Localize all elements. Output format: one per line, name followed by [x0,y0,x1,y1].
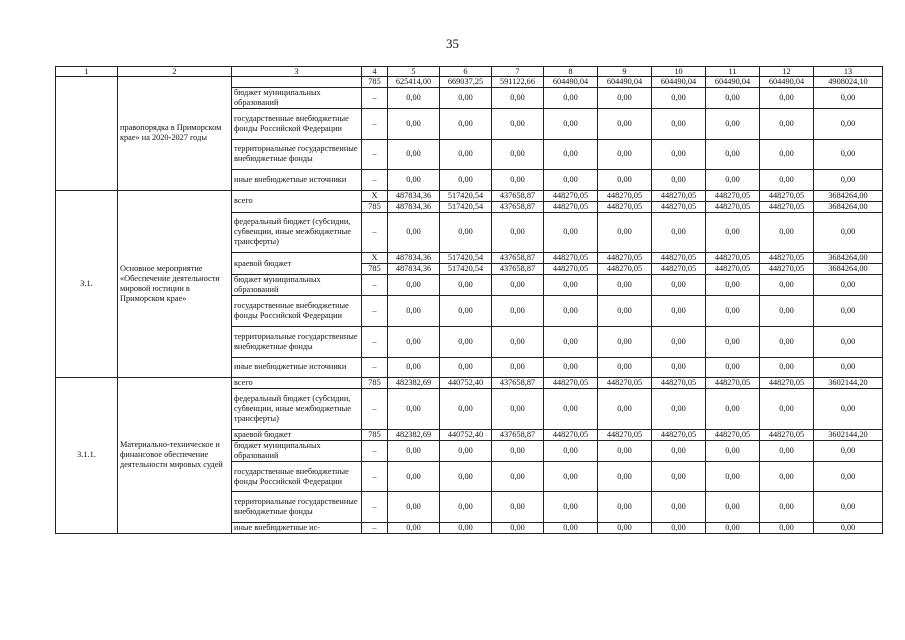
year-value-cell: 0,00 [706,170,760,190]
funding-source: бюджет муниципальных образований [232,440,362,461]
total-cell: 0,00 [814,357,883,377]
funding-source: территориальные государственные внебюджетные фонды [232,492,362,523]
year-value-cell: 0,00 [760,296,814,327]
year-value-cell: 0,00 [706,440,760,461]
budget-code-cell: 785 [362,377,388,388]
program-name: Материально-техническое и финансовое обеспечение деятельности мировых судей [118,377,232,533]
year-value-cell: 0,00 [544,170,598,190]
column-number: 13 [814,67,883,77]
column-number: 9 [598,67,652,77]
year-value-cell: 0,00 [492,212,544,253]
year-value-cell: 669037,25 [440,77,492,88]
year-value-cell: 0,00 [388,388,440,429]
year-value-cell: 0,00 [706,109,760,140]
year-value-cell: 448270,05 [760,429,814,440]
year-value-cell: 0,00 [598,388,652,429]
year-value-cell: 437658,87 [492,429,544,440]
year-value-cell: 0,00 [598,275,652,296]
year-value-cell: 0,00 [760,88,814,109]
year-value-cell: 448270,05 [598,377,652,388]
year-value-cell: 0,00 [760,461,814,492]
funding-source: краевой бюджет [232,253,362,275]
total-cell: 0,00 [814,88,883,109]
year-value-cell: 0,00 [388,109,440,140]
year-value-cell: 0,00 [652,440,706,461]
column-number: 5 [388,67,440,77]
column-number: 12 [760,67,814,77]
year-value-cell: 448270,05 [706,190,760,201]
year-value-cell: 0,00 [598,461,652,492]
year-value-cell: 0,00 [760,275,814,296]
funding-source: государственные внебюджетные фонды Российской Федерации [232,461,362,492]
budget-code-cell: – [362,275,388,296]
year-value-cell: 448270,05 [544,264,598,275]
year-value-cell: 0,00 [492,461,544,492]
column-number-row [56,67,883,77]
total-cell: 0,00 [814,388,883,429]
year-value-cell: 448270,05 [598,429,652,440]
year-value-cell: 487834,36 [388,264,440,275]
year-value-cell: 448270,05 [652,377,706,388]
year-value-cell: 0,00 [440,461,492,492]
total-cell: 3684264,00 [814,190,883,201]
year-value-cell: 437658,87 [492,377,544,388]
year-value-cell: 0,00 [760,139,814,170]
year-value-cell: 448270,05 [706,201,760,212]
table-row [56,77,883,88]
column-number: 3 [232,67,362,77]
year-value-cell: 0,00 [544,88,598,109]
year-value-cell: 0,00 [652,109,706,140]
row-number: 3.1. [56,190,118,377]
year-value-cell: 0,00 [544,212,598,253]
year-value-cell: 437658,87 [492,201,544,212]
year-value-cell: 0,00 [388,492,440,523]
table-body [56,77,883,534]
year-value-cell: 0,00 [440,440,492,461]
year-value-cell: 487834,36 [388,201,440,212]
year-value-cell: 0,00 [598,139,652,170]
year-value-cell: 0,00 [652,492,706,523]
year-value-cell: 448270,05 [544,429,598,440]
year-value-cell: 0,00 [492,326,544,357]
year-value-cell: 0,00 [598,357,652,377]
budget-code-cell: – [362,461,388,492]
year-value-cell: 0,00 [652,88,706,109]
total-cell: 0,00 [814,522,883,533]
funding-source [232,77,362,88]
year-value-cell: 0,00 [388,522,440,533]
year-value-cell: 0,00 [706,461,760,492]
year-value-cell: 0,00 [760,212,814,253]
year-value-cell: 604490,04 [706,77,760,88]
year-value-cell: 0,00 [388,275,440,296]
year-value-cell: 0,00 [652,357,706,377]
year-value-cell: 0,00 [544,275,598,296]
year-value-cell: 0,00 [598,492,652,523]
year-value-cell: 437658,87 [492,190,544,201]
total-cell: 3684264,00 [814,201,883,212]
total-cell: 0,00 [814,212,883,253]
budget-code-cell: – [362,440,388,461]
budget-code-cell: – [362,139,388,170]
year-value-cell: 0,00 [440,388,492,429]
year-value-cell: 482382,69 [388,377,440,388]
year-value-cell: 0,00 [440,326,492,357]
year-value-cell: 0,00 [492,275,544,296]
year-value-cell: 0,00 [598,170,652,190]
year-value-cell: 0,00 [760,326,814,357]
year-value-cell: 0,00 [388,326,440,357]
page-number: 35 [446,36,459,51]
total-cell: 0,00 [814,461,883,492]
year-value-cell: 448270,05 [652,253,706,264]
column-number: 6 [440,67,492,77]
year-value-cell: 448270,05 [544,253,598,264]
year-value-cell: 0,00 [440,109,492,140]
total-cell: 0,00 [814,109,883,140]
funding-source: бюджет муниципальных образований [232,88,362,109]
year-value-cell: 0,00 [652,139,706,170]
year-value-cell: 0,00 [544,326,598,357]
year-value-cell: 440752,40 [440,377,492,388]
year-value-cell: 0,00 [598,296,652,327]
year-value-cell: 0,00 [652,275,706,296]
budget-code-cell: – [362,357,388,377]
year-value-cell: 517420,54 [440,201,492,212]
year-value-cell: 0,00 [388,296,440,327]
budget-code-cell: 785 [362,77,388,88]
year-value-cell: 0,00 [598,522,652,533]
year-value-cell: 604490,04 [598,77,652,88]
year-value-cell: 448270,05 [706,377,760,388]
year-value-cell: 0,00 [544,357,598,377]
year-value-cell: 440752,40 [440,429,492,440]
year-value-cell: 0,00 [492,492,544,523]
budget-code-cell: – [362,296,388,327]
year-value-cell: 448270,05 [652,429,706,440]
year-value-cell: 0,00 [706,522,760,533]
total-cell: 0,00 [814,440,883,461]
year-value-cell: 448270,05 [652,201,706,212]
year-value-cell: 0,00 [388,357,440,377]
year-value-cell: 0,00 [652,388,706,429]
year-value-cell: 448270,05 [598,253,652,264]
year-value-cell: 604490,04 [760,77,814,88]
year-value-cell: 0,00 [440,357,492,377]
year-value-cell: 0,00 [440,212,492,253]
year-value-cell: 0,00 [760,440,814,461]
year-value-cell: 0,00 [652,326,706,357]
year-value-cell: 0,00 [706,88,760,109]
year-value-cell: 0,00 [706,139,760,170]
year-value-cell: 0,00 [388,212,440,253]
year-value-cell: 487834,36 [388,190,440,201]
total-cell: 0,00 [814,275,883,296]
year-value-cell: 0,00 [544,522,598,533]
year-value-cell: 0,00 [760,357,814,377]
year-value-cell: 448270,05 [598,264,652,275]
funding-source: иные внебюджетные ис- [232,522,362,533]
year-value-cell: 0,00 [544,296,598,327]
year-value-cell: 0,00 [706,492,760,523]
year-value-cell: 0,00 [388,170,440,190]
year-value-cell: 0,00 [492,88,544,109]
year-value-cell: 0,00 [388,461,440,492]
year-value-cell: 0,00 [544,461,598,492]
funding-source: краевой бюджет [232,429,362,440]
total-cell: 4908024,10 [814,77,883,88]
year-value-cell: 0,00 [652,461,706,492]
funding-source: иные внебюджетные источники [232,357,362,377]
year-value-cell: 604490,04 [544,77,598,88]
year-value-cell: 0,00 [492,296,544,327]
year-value-cell: 448270,05 [544,377,598,388]
year-value-cell: 0,00 [440,296,492,327]
total-cell: 3684264,00 [814,264,883,275]
year-value-cell: 0,00 [492,109,544,140]
year-value-cell: 0,00 [440,88,492,109]
year-value-cell: 517420,54 [440,190,492,201]
total-cell: 3684264,00 [814,253,883,264]
year-value-cell: 448270,05 [652,264,706,275]
total-cell: 0,00 [814,170,883,190]
year-value-cell: 0,00 [544,109,598,140]
year-value-cell: 448270,05 [760,190,814,201]
year-value-cell: 437658,87 [492,264,544,275]
budget-code-cell: – [362,388,388,429]
budget-code-cell: – [362,109,388,140]
year-value-cell: 0,00 [440,492,492,523]
row-number [56,77,118,191]
table-row [56,190,883,201]
column-number: 1 [56,67,118,77]
year-value-cell: 448270,05 [760,377,814,388]
year-value-cell: 0,00 [388,139,440,170]
year-value-cell: 448270,05 [598,201,652,212]
budget-code-cell: – [362,492,388,523]
year-value-cell: 0,00 [706,296,760,327]
year-value-cell: 448270,05 [652,190,706,201]
column-number: 11 [706,67,760,77]
year-value-cell: 0,00 [388,88,440,109]
year-value-cell: 0,00 [706,388,760,429]
year-value-cell: 448270,05 [598,190,652,201]
year-value-cell: 0,00 [706,275,760,296]
budget-table [55,66,883,534]
year-value-cell: 437658,87 [492,253,544,264]
total-cell: 3602144,20 [814,429,883,440]
year-value-cell: 0,00 [598,109,652,140]
year-value-cell: 448270,05 [706,264,760,275]
year-value-cell: 0,00 [492,139,544,170]
budget-code-cell: 785 [362,264,388,275]
funding-source: федеральный бюджет (субсидии, субвенции, иные межбюджетные трансферты) [232,388,362,429]
year-value-cell: 448270,05 [706,253,760,264]
year-value-cell: 0,00 [598,440,652,461]
year-value-cell: 0,00 [760,388,814,429]
year-value-cell: 0,00 [598,212,652,253]
program-name: Основное мероприятие «Обеспечение деятельности мировой юстиции в Приморском крае» [118,190,232,377]
total-cell: 0,00 [814,296,883,327]
funding-source: бюджет муниципальных образований [232,275,362,296]
year-value-cell: 0,00 [440,522,492,533]
year-value-cell: 448270,05 [544,190,598,201]
budget-code-cell: Х [362,253,388,264]
year-value-cell: 0,00 [760,170,814,190]
year-value-cell: 517420,54 [440,253,492,264]
year-value-cell: 0,00 [492,440,544,461]
column-number: 2 [118,67,232,77]
total-cell: 0,00 [814,492,883,523]
year-value-cell: 0,00 [492,388,544,429]
budget-code-cell: – [362,88,388,109]
funding-source: территориальные государственные внебюджетные фонды [232,326,362,357]
year-value-cell: 0,00 [652,296,706,327]
column-number: 8 [544,67,598,77]
funding-source: всего [232,190,362,212]
year-value-cell: 487834,36 [388,253,440,264]
year-value-cell: 0,00 [544,139,598,170]
year-value-cell: 625414,00 [388,77,440,88]
year-value-cell: 0,00 [440,170,492,190]
year-value-cell: 0,00 [598,326,652,357]
year-value-cell: 0,00 [598,88,652,109]
year-value-cell: 0,00 [388,440,440,461]
budget-code-cell: – [362,212,388,253]
funding-source: всего [232,377,362,388]
year-value-cell: 0,00 [706,326,760,357]
year-value-cell: 0,00 [544,388,598,429]
year-value-cell: 0,00 [760,492,814,523]
year-value-cell: 591122,66 [492,77,544,88]
row-number: 3.1.1. [56,377,118,533]
year-value-cell: 0,00 [544,492,598,523]
total-cell: 0,00 [814,139,883,170]
funding-source: иные внебюджетные источники [232,170,362,190]
column-number: 10 [652,67,706,77]
year-value-cell: 0,00 [652,212,706,253]
budget-code-cell: – [362,522,388,533]
year-value-cell: 448270,05 [760,253,814,264]
column-number: 4 [362,67,388,77]
year-value-cell: 0,00 [440,275,492,296]
year-value-cell: 0,00 [760,109,814,140]
budget-code-cell: – [362,326,388,357]
program-name: правопорядка в Приморском крае» на 2020-2027 годы [118,77,232,191]
budget-code-cell: – [362,170,388,190]
total-cell: 0,00 [814,326,883,357]
year-value-cell: 0,00 [492,357,544,377]
year-value-cell: 448270,05 [760,264,814,275]
year-value-cell: 517420,54 [440,264,492,275]
year-value-cell: 604490,04 [652,77,706,88]
year-value-cell: 448270,05 [760,201,814,212]
year-value-cell: 0,00 [652,522,706,533]
funding-source: государственные внебюджетные фонды Российской Федерации [232,109,362,140]
budget-code-cell: 785 [362,429,388,440]
year-value-cell: 0,00 [652,170,706,190]
column-number: 7 [492,67,544,77]
budget-code-cell: Х [362,190,388,201]
year-value-cell: 0,00 [492,522,544,533]
funding-source: федеральный бюджет (субсидии, субвенции, иные межбюджетные трансферты) [232,212,362,253]
year-value-cell: 0,00 [440,139,492,170]
year-value-cell: 0,00 [706,357,760,377]
table-row [56,377,883,388]
year-value-cell: 0,00 [760,522,814,533]
year-value-cell: 482382,69 [388,429,440,440]
year-value-cell: 448270,05 [706,429,760,440]
funding-source: государственные внебюджетные фонды Российской Федерации [232,296,362,327]
year-value-cell: 448270,05 [544,201,598,212]
year-value-cell: 0,00 [544,440,598,461]
year-value-cell: 0,00 [492,170,544,190]
funding-source: территориальные государственные внебюджетные фонды [232,139,362,170]
total-cell: 3602144,20 [814,377,883,388]
budget-code-cell: 785 [362,201,388,212]
year-value-cell: 0,00 [706,212,760,253]
